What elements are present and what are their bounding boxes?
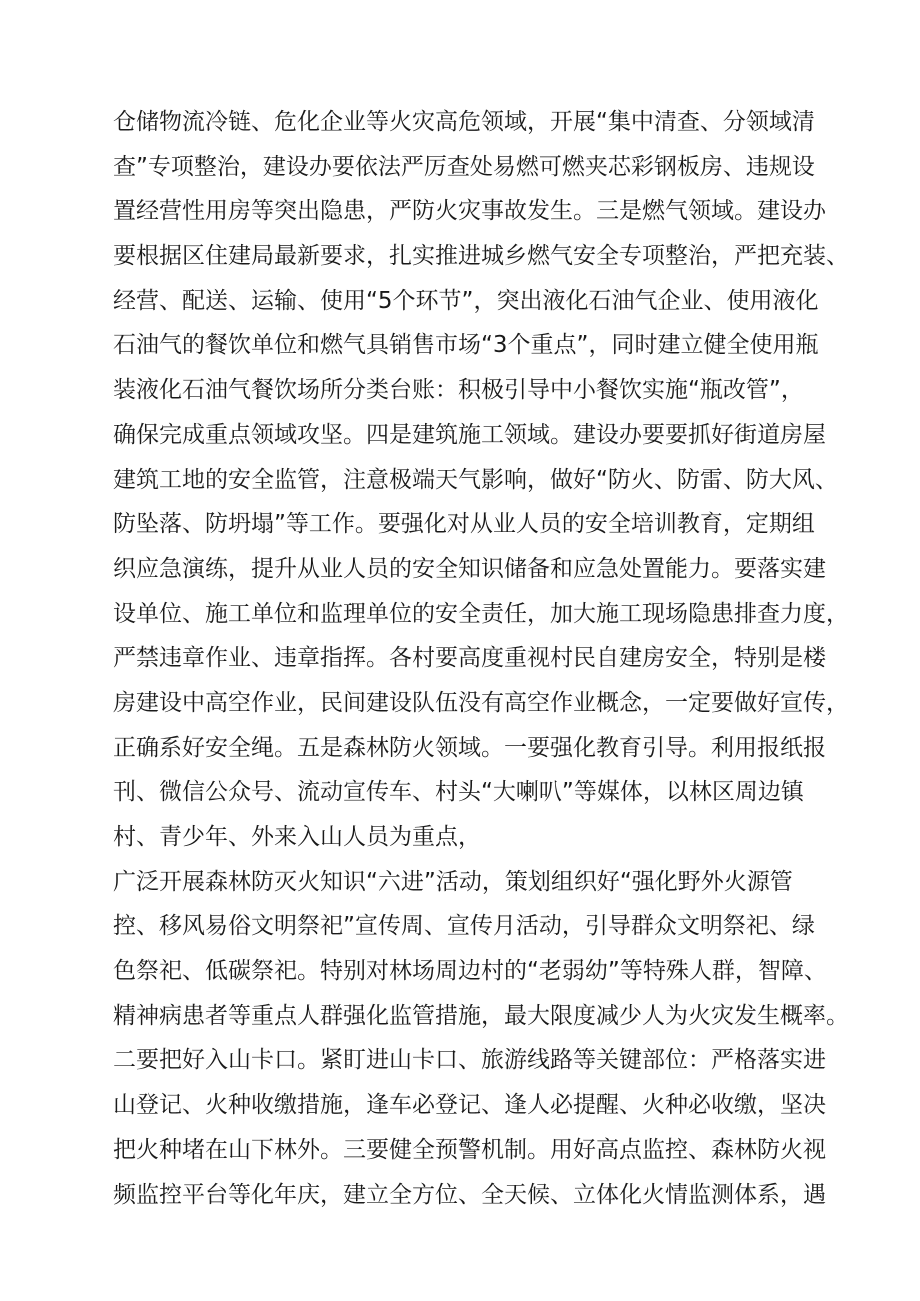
text-line: 精神病患者等重点人群强化监管措施，最大限度减少人为火灾发生概率。	[113, 1002, 849, 1029]
text-line: 山登记、火种收缴措施，逢车必登记、逢人必提醒、火种必收缴，坚决	[113, 1092, 826, 1119]
text-line: 要根据区住建局最新要求，扎实推进城乡燃气安全专项整治，严把充装、	[113, 243, 849, 270]
text-line: 查”专项整治，建设办要依法严厉查处易燃可燃夹芯彩钢板房、违规设	[113, 153, 815, 180]
text-line: 控、移风易俗文明祭祀”宣传周、宣传月活动，引导群众文明祭祀、绿	[113, 913, 815, 940]
text-line: 严禁违章作业、违章指挥。各村要高度重视村民自建房安全，特别是楼	[113, 645, 826, 672]
text-line: 织应急演练，提升从业人员的安全知识储备和应急处置能力。要落实建	[113, 555, 826, 582]
text-line: 装液化石油气餐饮场所分类台账：积极引导中小餐饮实施“瓶改管”，	[113, 377, 804, 404]
text-line: 建筑工地的安全监管，注意极端天气影响，做好“防火、防雷、防大风、	[113, 466, 838, 493]
text-line: 经营、配送、运输、使用“5个环节”，突出液化石油气企业、使用液化	[113, 287, 819, 314]
text-line: 石油气的餐饮单位和燃气具销售市场“3个重点”，同时建立健全使用瓶	[113, 332, 819, 359]
text-line: 把火种堵在山下林外。三要健全预警机制。用好高点监控、森林防火视	[113, 1136, 826, 1163]
text-line: 刊、微信公众号、流动宣传车、村头“大喇叭”等媒体，以林区周边镇	[113, 779, 804, 806]
text-line: 设单位、施工单位和监理单位的安全责任，加大施工现场隐患排查力度，	[113, 600, 849, 627]
text-line: 色祭祀、低碳祭祀。特别对林场周边村的“老弱幼”等特殊人群，智障、	[113, 958, 827, 985]
text-line: 广泛开展森林防灭火知识“六进”活动，策划组织好“强化野外火源管	[113, 868, 793, 895]
text-line: 防坠落、防坍塌”等工作。要强化对从业人员的安全培训教育，定期组	[113, 511, 815, 538]
text-line: 村、青少年、外来入山人员为重点，	[113, 824, 481, 850]
text-line: 二要把好入山卡口。紧盯进山卡口、旅游线路等关键部位：严格落实进	[113, 1047, 826, 1074]
body-text	[113, 100, 873, 1217]
text-line: 确保完成重点领域攻坚。四是建筑施工领域。建设办要要抓好街道房屋	[113, 421, 826, 448]
text-line: 房建设中高空作业，民间建设队伍没有高空作业概念，一定要做好宣传，	[113, 689, 849, 716]
text-line: 频监控平台等化年庆，建立全方位、全天候、立体化火情监测体系，遇	[113, 1181, 826, 1208]
text-line: 置经营性用房等突出隐患，严防火灾事故发生。三是燃气领域。建设办	[113, 198, 826, 225]
text-line: 正确系好安全绳。五是森林防火领域。一要强化教育引导。利用报纸报	[113, 734, 826, 761]
text-line: 仓储物流冷链、危化企业等火灾高危领域，开展“集中清查、分领域清	[113, 109, 815, 135]
